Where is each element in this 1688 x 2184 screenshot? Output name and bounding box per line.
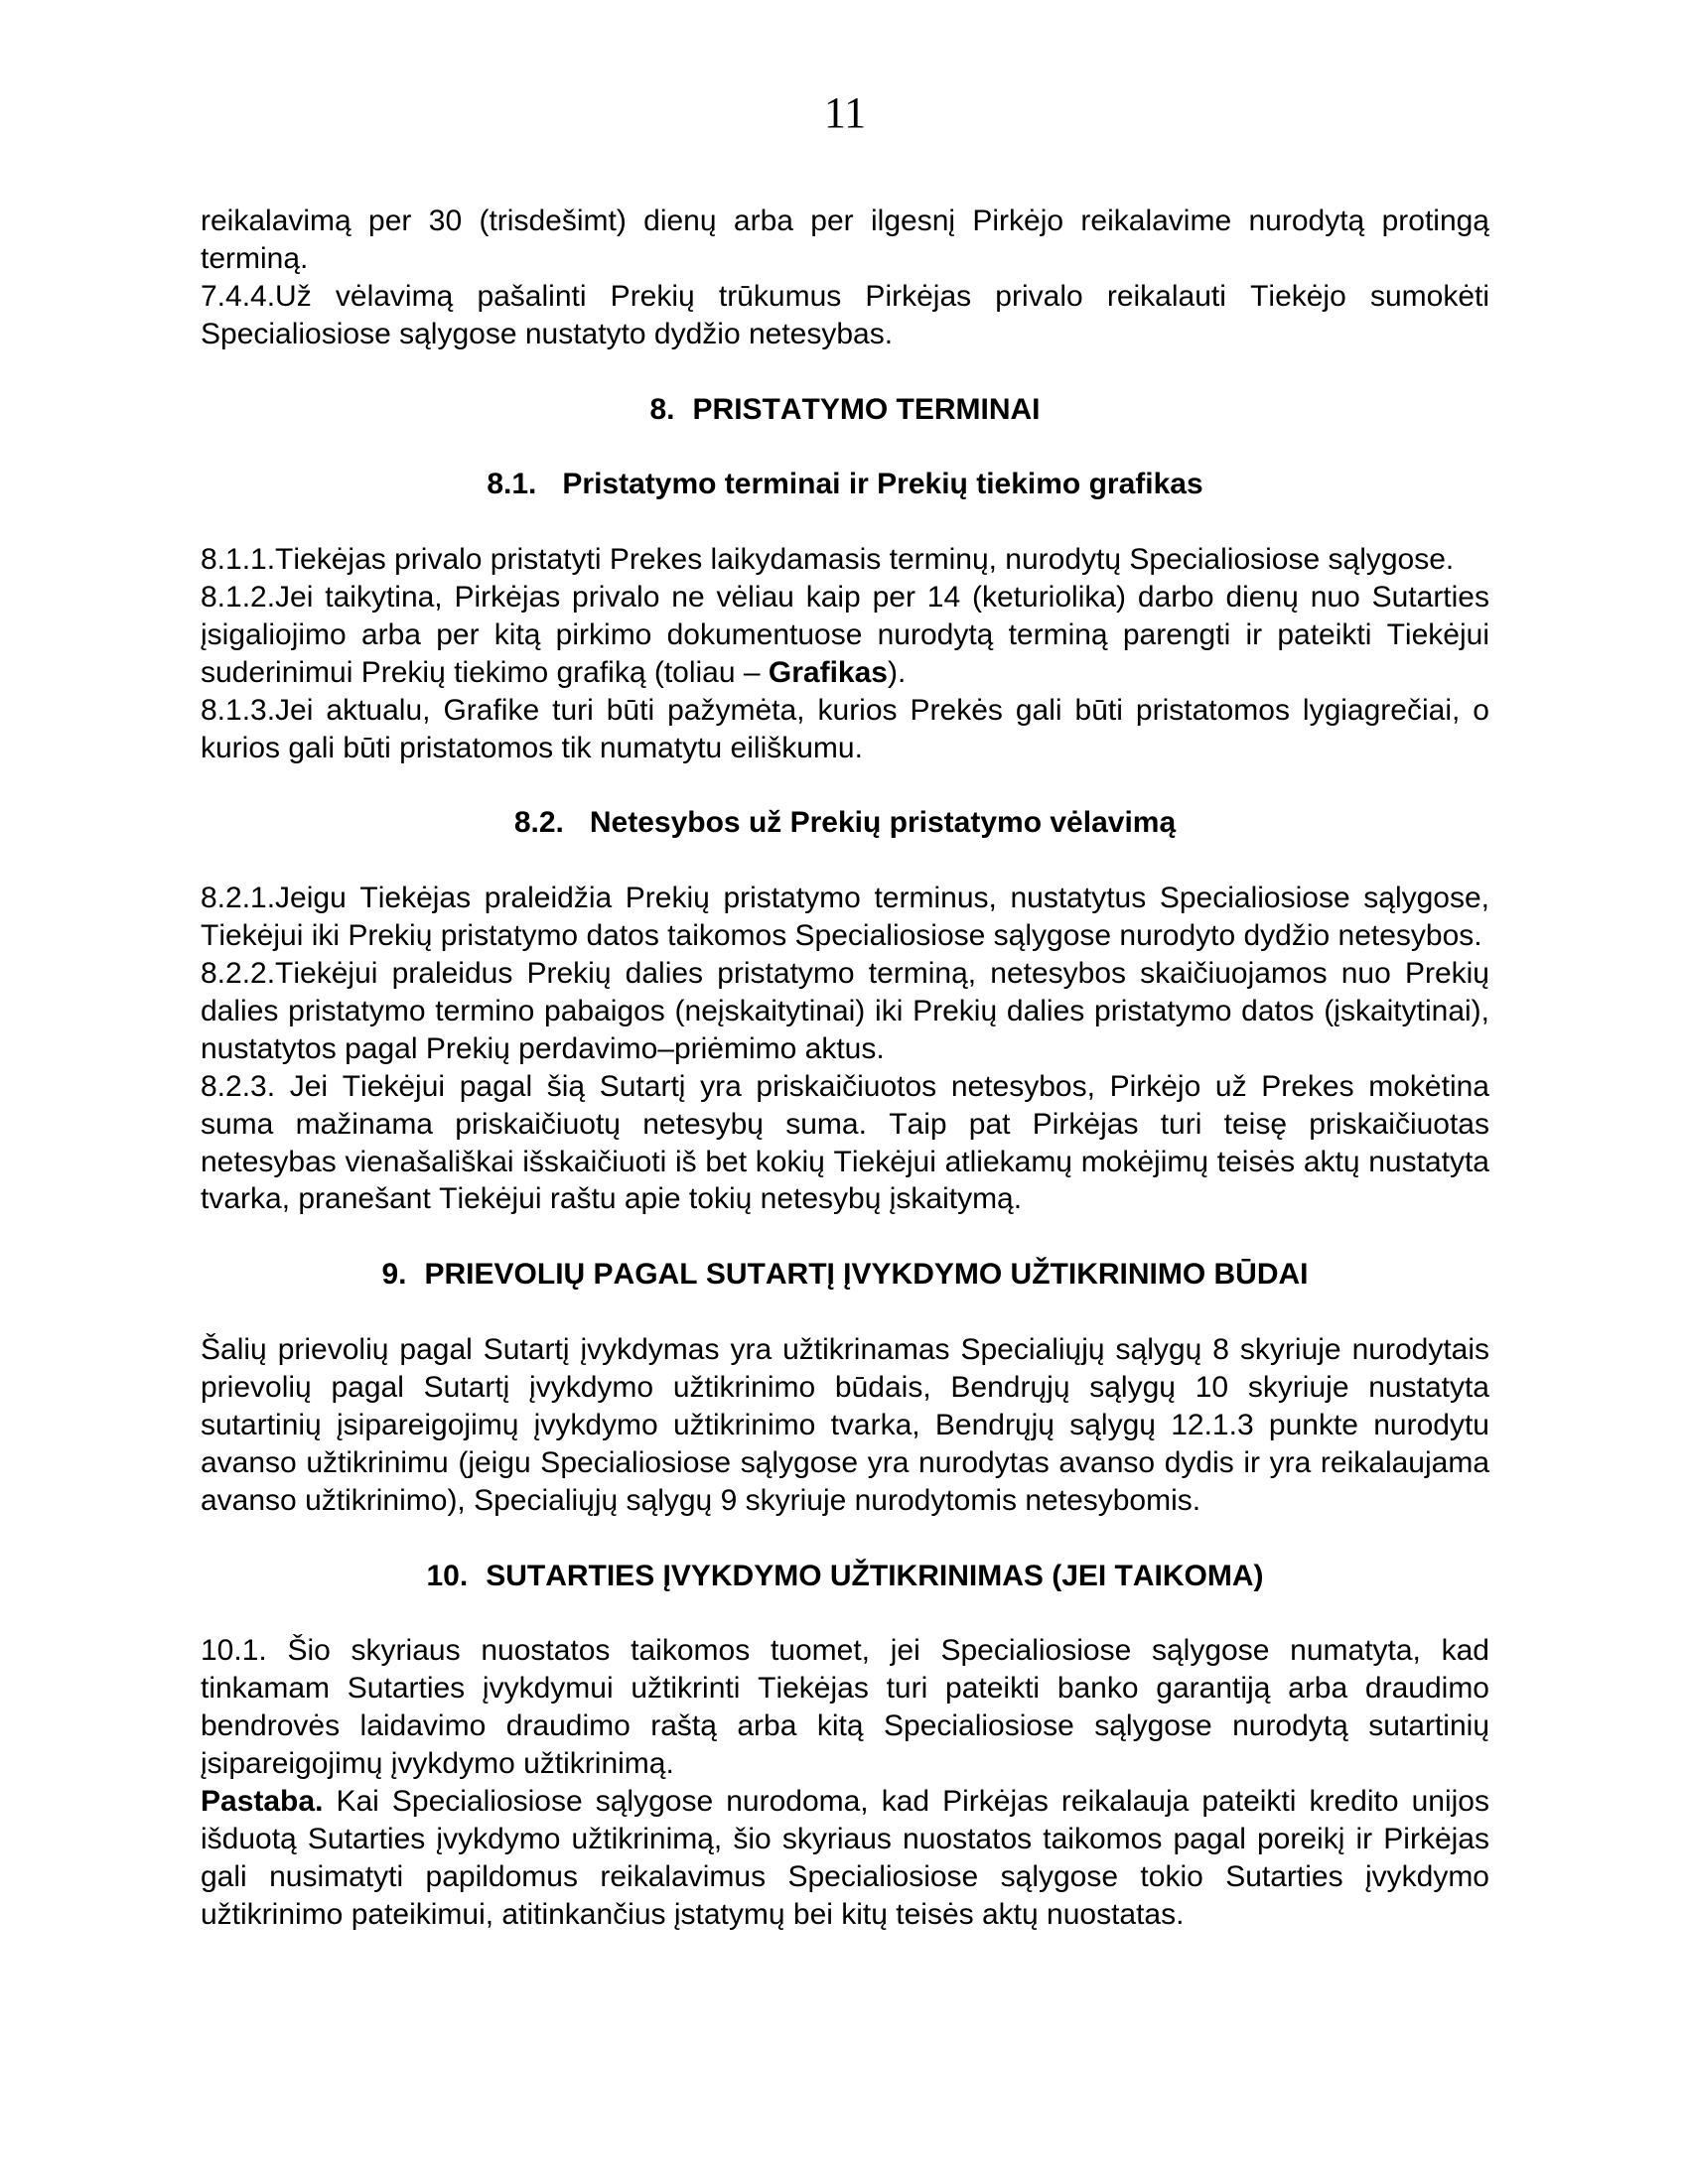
bold-text-segment: Pastaba. (201, 1784, 324, 1818)
document-body (201, 203, 1489, 1934)
section-number: 8.2. (513, 806, 564, 840)
text-segment: Šalių prievolių pagal Sutartį įvykdymas yra užtikrinamas Specialiųjų sąlygų 8 skyriuje nurodytais prievolių pagal Sutartį įvykdymo užtikrinimo būdais, Bendrųjų sąlygų 10 skyriuje nustatyta sutartinių įsipareigojimų įvykdymo užtikrinimo tvarka, Bendrųjų sąlygų 12.1.3 punkte nurodytu avanso užtikrinimu (jeigu Specialiosiose sąlygose yra nurodytas avanso dydis ir yra reikalaujama avanso užtikrinimo), Specialiųjų sąlygų 9 skyriuje nurodytomis netesybomis. (201, 1333, 1489, 1517)
section-number: 10. (426, 1559, 469, 1592)
text-segment: ). (887, 655, 907, 689)
body-paragraph (201, 1068, 1489, 1219)
page-number: 11 (823, 88, 867, 137)
section-heading (201, 1558, 1489, 1595)
section-number: 8.1. (487, 468, 537, 501)
section-title: Pristatymo terminai ir Prekių tiekimo grafikas (562, 468, 1203, 501)
text-segment: 8.2.2.Tiekėjui praleidus Prekių dalies pristatymo terminą, netesybos skaičiuojamos nuo Prekių dalies pristatymo termino pabaigos (neįskaitytinai) iki Prekių dalies pristatymo datos (įskaitytinai), nustatytos pagal Prekių perdavimo–priėmimo aktus. (201, 957, 1489, 1065)
section-title: Netesybos už Prekių pristatymo vėlavimą (589, 806, 1177, 840)
body-paragraph (201, 1632, 1489, 1783)
bold-text-segment: Grafikas (768, 655, 888, 689)
section-heading (201, 466, 1489, 503)
text-segment: 7.4.4.Už vėlavimą pašalinti Prekių trūkumus Pirkėjas privalo reikalauti Tiekėjo sumokėti Specialiosiose sąlygose nustatyto dydžio netesybas. (201, 279, 1489, 350)
section-heading (201, 804, 1489, 842)
body-paragraph (201, 880, 1489, 955)
body-paragraph (201, 692, 1489, 767)
body-paragraph (201, 1783, 1489, 1934)
text-segment: 8.1.2.Jei taikytina, Pirkėjas privalo ne vėliau kaip per 14 (keturiolika) darbo dienų nuo Sutarties įsigaliojimo arba per kitą pirkimo dokumentuose nurodytą terminą parengti ir pateikti Tiekėjui suderinimui Prekių tiekimo grafiką (toliau – (201, 581, 1489, 689)
section-heading (201, 1256, 1489, 1294)
text-segment: 10.1. Šio skyriaus nuostatos taikomos tuomet, jei Specialiosiose sąlygose numatyta, kad tinkamam Sutarties įvykdymui užtikrinti Tiekėjas turi pateikti banko garantiją arba draudimo bendrovės laidavimo draudimo raštą arba kitą Specialiosiose sąlygose nurodytą sutartinių įsipareigojimų įvykdymo užtikrinimą. (201, 1634, 1489, 1781)
text-segment: 8.2.3. Jei Tiekėjui pagal šią Sutartį yra priskaičiuotos netesybos, Pirkėjo už Prekes mokėtina suma mažinama priskaičiuotų netesybų suma. Taip pat Pirkėjas turi teisę priskaičiuotas netesybas vienašališkai išskaičiuoti iš bet kokių Tiekėjui atliekamų mokėjimų teisės aktų nustatyta tvarka, pranešant Tiekėjui raštu apie tokių netesybų įskaitymą. (201, 1069, 1489, 1216)
section-number: 8. (649, 392, 675, 426)
section-heading (201, 391, 1489, 429)
section-title: PRISTATYMO TERMINAI (692, 392, 1041, 426)
section-title: PRIEVOLIŲ PAGAL SUTARTĮ ĮVYKDYMO UŽTIKRINIMO BŪDAI (424, 1258, 1309, 1292)
text-segment: Kai Specialiosiose sąlygose nurodoma, kad Pirkėjas reikalauja pateikti kredito unijos išduotą Sutarties įvykdymo užtikrinimą, šio skyriaus nuostatos taikomos pagal poreikį ir Pirkėjas gali nusimatyti papildomus reikalavimus Specialiosiose sąlygose tokio Sutarties įvykdymo užtikrinimo pateikimui, atitinkančius įstatymų bei kitų teisės aktų nuostatas. (201, 1784, 1489, 1931)
body-paragraph (201, 203, 1489, 278)
body-paragraph (201, 579, 1489, 692)
body-paragraph (201, 1331, 1489, 1520)
text-segment: reikalavimą per 30 (trisdešimt) dienų arba per ilgesnį Pirkėjo reikalavime nurodytą protingą terminą. (201, 205, 1489, 275)
body-paragraph (201, 541, 1489, 579)
text-segment: 8.2.1.Jeigu Tiekėjas praleidžia Prekių pristatymo terminus, nustatytus Specialiosiose sąlygose, Tiekėjui iki Prekių pristatymo datos taikomos Specialiosiose sąlygose nurodyto dydžio netesybos. (201, 882, 1489, 953)
text-segment: 8.1.1.Tiekėjas privalo pristatyti Prekes laikydamasis terminų, nurodytų Specialiosiose sąlygose. (201, 543, 1455, 577)
section-number: 9. (381, 1258, 407, 1292)
body-paragraph (201, 278, 1489, 353)
text-segment: 8.1.3.Jei aktualu, Grafike turi būti pažymėta, kurios Prekės gali būti pristatomos lygiagrečiai, o kurios gali būti pristatomos tik numatytu eiliškumu. (201, 693, 1489, 764)
section-title: SUTARTIES ĮVYKDYMO UŽTIKRINIMAS (JEI TAIKOMA) (486, 1559, 1264, 1592)
body-paragraph (201, 955, 1489, 1068)
